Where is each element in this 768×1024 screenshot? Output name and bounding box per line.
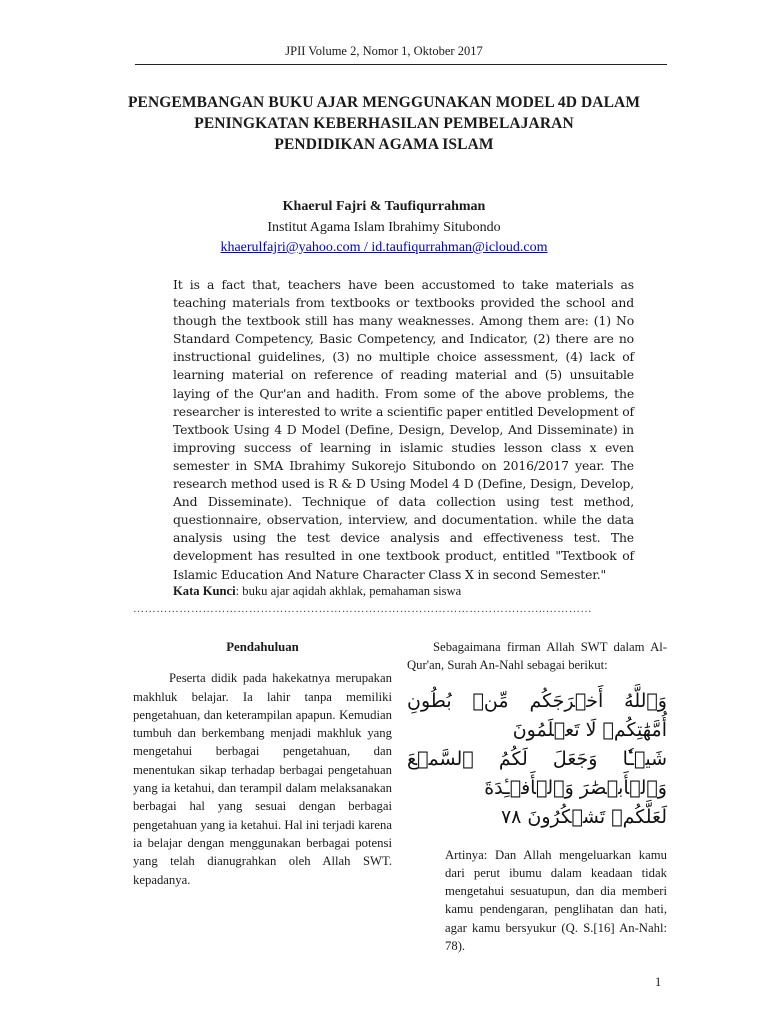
email-link[interactable]: khaerulfajri@yahoo.com / id.taufiqurrahman@icloud.com — [220, 240, 548, 255]
verse-translation: Artinya: Dan Allah mengeluarkan kamu dari perut ibumu dalam keadaan tidak mengetahui sesuatupun, dan dia memberi kamu pendengaran, penglihatan dan hati, agar kamu bersyukur (Q. S.[16] An-Nahl: 78). — [445, 847, 667, 954]
dotted-separator: ……………………………………………………………………………………………..………… — [133, 603, 593, 615]
arabic-line-2: شَيۡـٔٗا وَجَعَلَ لَكُمُ ٱلسَّمۡعَ وَٱلۡأَبۡصَٰرَ وَٱلۡأَفۡـِٔدَةَ — [407, 747, 667, 799]
header-divider — [135, 64, 667, 65]
left-column — [133, 638, 392, 889]
keywords-label: Kata Kunci — [173, 584, 236, 598]
intro-paragraph: Peserta didik pada hakekatnya merupakan makhluk belajar. Ia lahir tanpa memiliki pengetahuan, dan keterampilan apapun. Kemudian tumbuh dan berkembang menjadi makhluk yang mengetahui berbagai pengetahuan, dan menentukan sikap terhadap berbagai pengetahuan yang ia ketahui, dan terampil dalam melaksanakan berbagai hal yang sesuai dengan berbagai pengetahuan yang ia ketahui. Hal ini terjadi karena ia belajar dengan menggunakan berbagai potensi yang telah dianugrahkan oleh Allah SWT. kepadanya. — [133, 671, 392, 887]
quran-intro: Sebagaimana firman Allah SWT dalam Al-Qur'an, Surah An-Nahl sebagai berikut: — [407, 640, 667, 673]
author-emails — [0, 240, 768, 256]
authors: Khaerul Fajri & Taufiqurrahman — [282, 199, 486, 214]
paper-title — [100, 92, 668, 155]
journal-header: JPII Volume 2, Nomor 1, Oktober 2017 — [285, 44, 483, 58]
section-heading: Pendahuluan — [226, 640, 299, 654]
right-column — [407, 638, 667, 955]
keywords — [173, 584, 634, 599]
abstract: It is a fact that, teachers have been accustomed to take materials as teaching materials from textbooks or textbooks provided the school and though the textbook still has many weaknesses. Among them are: (1) No Standard Competency, Basic Competency, and Indicator, (2) there are no instructional guidelines, (3) no multiple choice assessment, (4) lack of learning material on reference of reading material and (5) unsuitable laying of the Qur'an and hadith. From some of the above problems, the researcher is interested to write a scientific paper entitled Development of Textbook Using 4 D Model (Define, Design, Develop, And Disseminate) in improving success of learning in islamic studies lesson class x even semester in SMA Ibrahimy Sukorejo Situbondo on 2016/2017 year. The research method used is R & D Using Model 4 D (Define, Design, Develop, And Disseminate). Technique of data collection using test method, questionnaire, observation, interview, and documentation. while the data analysis using the test device analysis and effectiveness test. The development has resulted in one textbook product, entitled "Textbook of Islamic Education And Nature Character Class X in second Semester." — [173, 277, 634, 582]
arabic-line-3: لَعَلَّكُمۡ تَشۡكُرُونَ ٧٨ — [500, 805, 667, 828]
arabic-verse — [407, 687, 667, 832]
title-line-1: PENGEMBANGAN BUKU AJAR MENGGUNAKAN MODEL 4D DALAM — [127, 94, 641, 111]
page-number: 1 — [655, 975, 662, 989]
title-line-3: PENDIDIKAN AGAMA ISLAM — [274, 136, 494, 153]
title-line-2: PENINGKATAN KEBERHASILAN PEMBELAJARAN — [194, 115, 574, 132]
arabic-line-1: وَٱللَّهُ أَخۡرَجَكُم مِّنۢ بُطُونِ أُمَّهَٰتِكُمۡ لَا تَعۡلَمُونَ — [407, 689, 667, 741]
institution: Institut Agama Islam Ibrahimy Situbondo — [267, 220, 501, 235]
keywords-text: : buku ajar aqidah akhlak, pemahaman siswa — [235, 584, 462, 598]
